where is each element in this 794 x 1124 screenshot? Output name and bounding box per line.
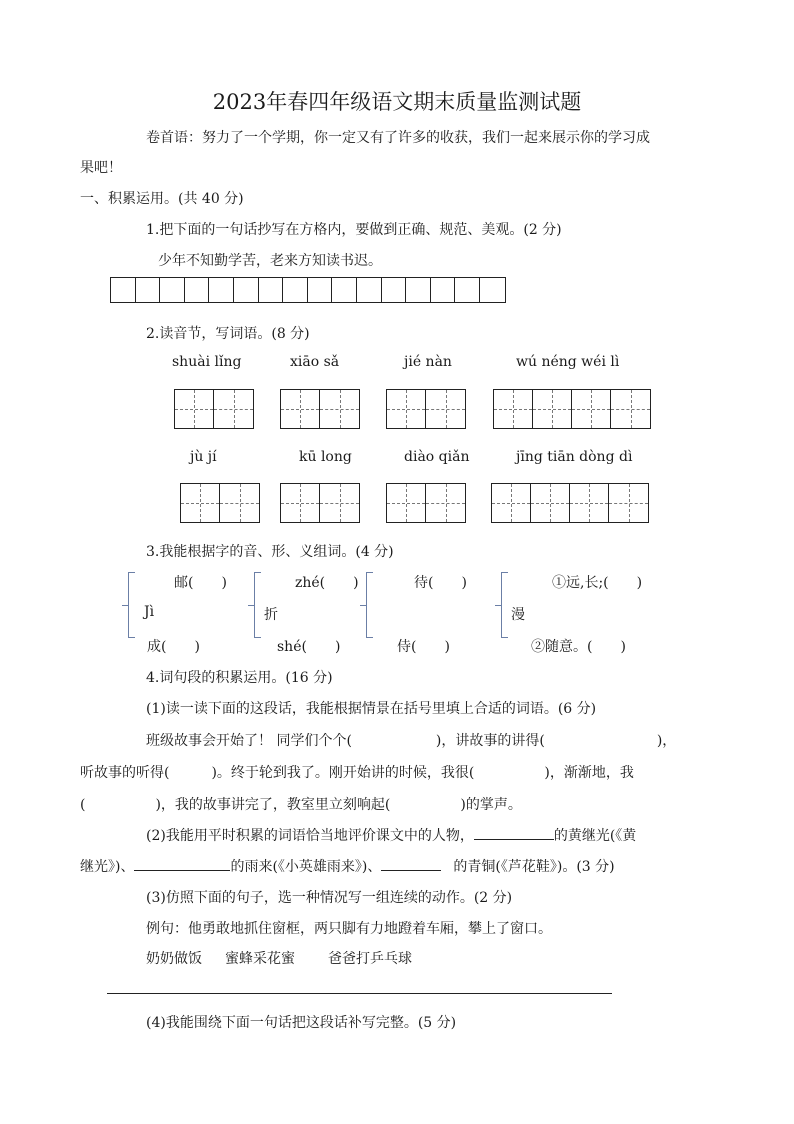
answer-blank[interactable] [381, 870, 441, 871]
word-group-key: Jì [144, 604, 155, 620]
copy-sentence: 少年不知勤学苦，老来方知读书迟。 [158, 253, 382, 269]
part-1-prompt: (1)读一读下面的这段话，我能根据情景在括号里填上合适的词语。(6 分) [146, 701, 597, 717]
tianzige-answer-box[interactable] [174, 389, 254, 429]
tianzige-cell[interactable] [387, 390, 426, 428]
word-group-item[interactable]: 成( ) [147, 639, 200, 655]
word-group-item[interactable]: ①远,长;( ) [552, 575, 643, 591]
answer-writing-line[interactable] [107, 993, 612, 994]
copy-box-cell[interactable] [357, 278, 382, 302]
brace [366, 572, 367, 638]
part-3-option[interactable]: 奶奶做饭 [146, 951, 202, 967]
copy-box-cell[interactable] [234, 278, 259, 302]
tianzige-cell[interactable] [533, 390, 572, 428]
preface-line-1: 卷首语：努力了一个学期，你一定又有了许多的收获，我们一起来展示你的学习成 [146, 130, 650, 146]
part-2-text: 的青铜(《芦花鞋》)。(3 分) [453, 859, 615, 875]
brace [501, 572, 502, 638]
copy-box-grid[interactable] [110, 277, 506, 303]
tianzige-answer-box[interactable] [491, 483, 649, 523]
tianzige-cell[interactable] [609, 484, 648, 522]
word-group-item[interactable]: ②随意。( ) [531, 639, 626, 655]
part-2-text: 的黄继光(《黄 [553, 828, 637, 844]
word-group-item[interactable]: 待( ) [414, 575, 467, 591]
tianzige-answer-box[interactable] [386, 389, 466, 429]
tianzige-answer-box[interactable] [180, 483, 260, 523]
tianzige-cell[interactable] [492, 484, 531, 522]
tianzige-cell[interactable] [426, 484, 465, 522]
tianzige-cell[interactable] [426, 390, 465, 428]
tianzige-cell[interactable] [531, 484, 570, 522]
part-2-line-2 [80, 856, 615, 876]
tianzige-cell[interactable] [611, 390, 650, 428]
pinyin-label: wú néng wéi lì [516, 354, 620, 370]
part-3-option[interactable]: 蜜蜂采花蜜 [225, 951, 295, 967]
copy-box-cell[interactable] [308, 278, 333, 302]
tianzige-cell[interactable] [494, 390, 533, 428]
tianzige-cell[interactable] [387, 484, 426, 522]
fill-blank-line[interactable]: 班级故事会开始了！ 同学们个个( )，讲故事的讲得( )， [146, 733, 677, 749]
copy-box-cell[interactable] [283, 278, 308, 302]
tianzige-cell[interactable] [320, 390, 359, 428]
tianzige-answer-box[interactable] [280, 389, 360, 429]
tianzige-answer-box[interactable] [386, 483, 466, 523]
answer-blank[interactable] [474, 839, 554, 840]
tianzige-cell[interactable] [214, 390, 253, 428]
copy-box-cell[interactable] [455, 278, 480, 302]
copy-box-cell[interactable] [332, 278, 357, 302]
part-2-text: (2)我能用平时积累的词语恰当地评价课文中的人物， [146, 828, 474, 844]
word-group-key: 折 [264, 607, 278, 623]
tianzige-cell[interactable] [281, 390, 320, 428]
word-group-item[interactable]: zhé( ) [295, 575, 359, 591]
pinyin-label: jīng tiān dòng dì [516, 449, 633, 465]
copy-box-cell[interactable] [431, 278, 456, 302]
page-title: 2023年春四年级语文期末质量监测试题 [212, 90, 582, 114]
word-group-key: 漫 [511, 607, 525, 623]
tianzige-cell[interactable] [181, 484, 220, 522]
copy-box-cell[interactable] [136, 278, 161, 302]
question-4-prompt: 4.词句段的积累运用。(16 分) [146, 670, 333, 686]
copy-box-cell[interactable] [209, 278, 234, 302]
brace [128, 572, 129, 638]
part-2-text: 继光》)、 [80, 859, 135, 875]
section-heading: 一、积累运用。(共 40 分) [80, 191, 244, 207]
copy-box-cell[interactable] [480, 278, 505, 302]
preface-line-2: 果吧！ [80, 160, 122, 176]
part-3-example: 例句：他勇敢地抓住窗框，两只脚有力地蹬着车厢，攀上了窗口。 [146, 921, 552, 937]
question-2-prompt: 2.读音节，写词语。(8 分) [146, 326, 310, 342]
pinyin-label: xiāo sǎ [290, 354, 340, 370]
answer-blank[interactable] [134, 870, 230, 871]
fill-blank-line[interactable]: ( )，我的故事讲完了，教室里立刻响起( )的掌声。 [80, 797, 522, 813]
pinyin-label: diào qiǎn [404, 449, 470, 465]
brace [254, 572, 255, 638]
copy-box-cell[interactable] [185, 278, 210, 302]
tianzige-cell[interactable] [175, 390, 214, 428]
tianzige-answer-box[interactable] [280, 483, 360, 523]
question-3-prompt: 3.我能根据字的音、形、义组词。(4 分) [146, 544, 394, 560]
pinyin-label: jié nàn [404, 354, 452, 370]
copy-box-cell[interactable] [259, 278, 284, 302]
part-4-prompt: (4)我能围绕下面一句话把这段话补写完整。(5 分) [146, 1015, 457, 1031]
part-2-text: 的雨来(《小英雄雨来》)、 [230, 859, 382, 875]
fill-blank-line[interactable]: 听故事的听得( )。终于轮到我了。刚开始讲的时候，我很( )，渐渐地，我 [80, 765, 634, 781]
tianzige-cell[interactable] [281, 484, 320, 522]
tianzige-cell[interactable] [220, 484, 259, 522]
pinyin-label: kū long [299, 449, 352, 465]
question-1-prompt: 1.把下面的一句话抄写在方格内，要做到正确、规范、美观。(2 分) [146, 222, 562, 238]
tianzige-cell[interactable] [570, 484, 609, 522]
pinyin-label: shuài lǐng [172, 354, 242, 370]
tianzige-cell[interactable] [572, 390, 611, 428]
part-2-line-1 [146, 825, 636, 845]
copy-box-cell[interactable] [160, 278, 185, 302]
word-group-item[interactable]: 邮( ) [174, 575, 227, 591]
copy-box-cell[interactable] [111, 278, 136, 302]
pinyin-label: jù jí [190, 449, 217, 465]
tianzige-cell[interactable] [320, 484, 359, 522]
tianzige-answer-box[interactable] [493, 389, 651, 429]
part-3-prompt: (3)仿照下面的句子，选一种情况写一组连续的动作。(2 分) [146, 890, 513, 906]
word-group-item[interactable]: shé( ) [277, 639, 341, 655]
copy-box-cell[interactable] [406, 278, 431, 302]
word-group-item[interactable]: 侍( ) [397, 639, 450, 655]
part-3-option[interactable]: 爸爸打乒乓球 [328, 951, 412, 967]
copy-box-cell[interactable] [382, 278, 407, 302]
